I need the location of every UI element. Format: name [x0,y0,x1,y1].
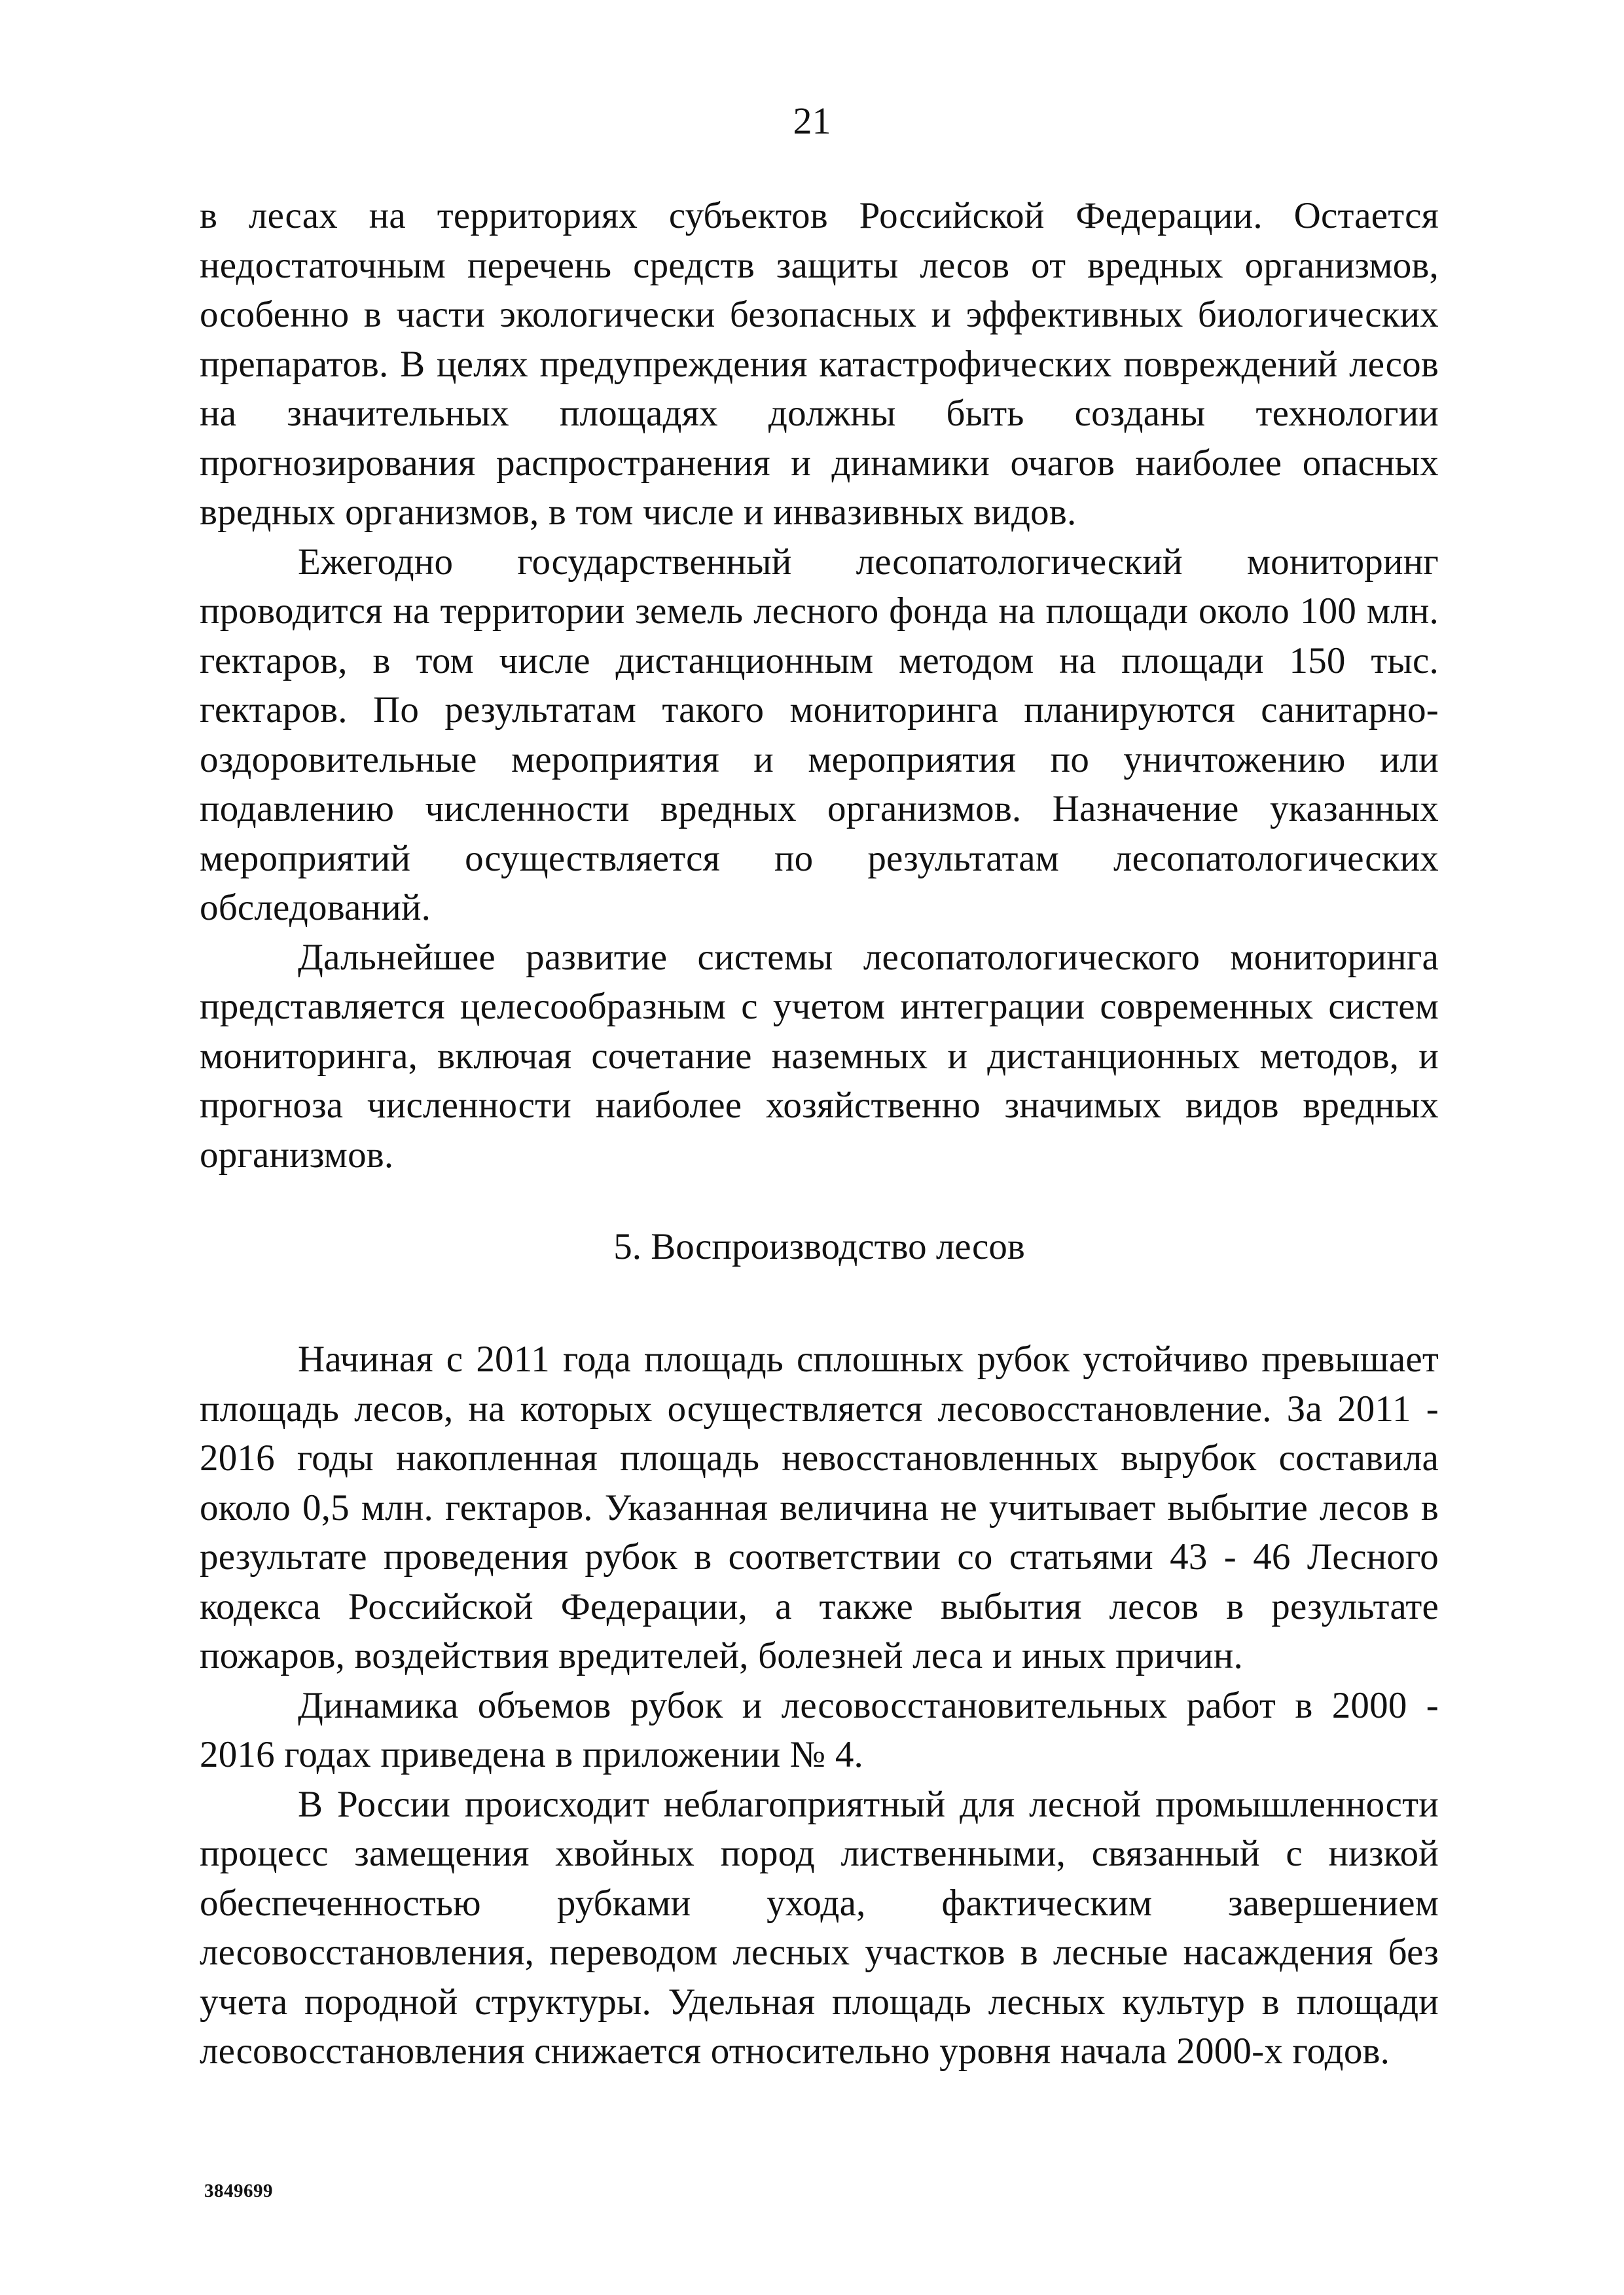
paragraph-species-replacement: В России происходит неблагоприятный для лесной промышленности процесс замещения хвойных пород лиственными, связанный с низкой обеспеченностью рубками ухода, фактическим завершением лесовосстановления, переводом лесных участков в лесные насаждения без учета породной структуры. Удельная площадь лесных культур в площади лесовосстановления снижается относительно уровня начала 2000-х годов. [200,1783,1439,2072]
body-text-before-heading [200,191,1439,1180]
paragraph-clearcut-area: Начиная с 2011 года площадь сплошных рубок устойчиво превышает площадь лесов, на которых осуществляется лесовосстановление. За 2011 - 2016 годы накопленная площадь невосстановленных вырубок составила около 0,5 млн. гектаров. Указанная величина не учитывает выбытие лесов в результате проведения рубок в соответствии со статьями 43 - 46 Лесного кодекса Российской Федерации, а также выбытия лесов в результате пожаров, воздействия вредителей, болезней леса и иных причин. [200,1339,1439,1676]
section-heading: 5. Воспроизводство лесов [613,1226,1025,1267]
page-number: 21 [793,99,831,142]
document-code: 3849699 [204,2180,273,2201]
paragraph-dynamics-reference: Динамика объемов рубок и лесовосстановительных работ в 2000 - 2016 годах приведена в приложении № 4. [200,1684,1439,1775]
paragraph-continuation: в лесах на территориях субъектов Российской Федерации. Остается недостаточным перечень средств защиты лесов от вредных организмов, особенно в части экологически безопасных и эффективных биологических препаратов. В целях предупреждения катастрофических повреждений лесов на значительных площадях должны быть созданы технологии прогнозирования распространения и динамики очагов наиболее опасных вредных организмов, в том числе и инвазивных видов. [200,195,1439,533]
paragraph-monitoring-development: Дальнейшее развитие системы лесопатологического мониторинга представляется целесообразным с учетом интеграции современных систем мониторинга, включая сочетание наземных и дистанционных методов, и прогноза численности наиболее хозяйственно значимых видов вредных организмов. [200,936,1439,1176]
body-text-after-heading [200,1335,1439,2076]
paragraph-monitoring: Ежегодно государственный лесопатологический мониторинг проводится на территории земель лесного фонда на площади около 100 млн. гектаров, в том числе дистанционным методом на площади 150 тыс. гектаров. По результатам такого мониторинга планируются санитарно-оздоровительные мероприятия и мероприятия по уничтожению или подавлению численности вредных организмов. Назначение указанных мероприятий осуществляется по результатам лесопатологических обследований. [200,541,1439,928]
